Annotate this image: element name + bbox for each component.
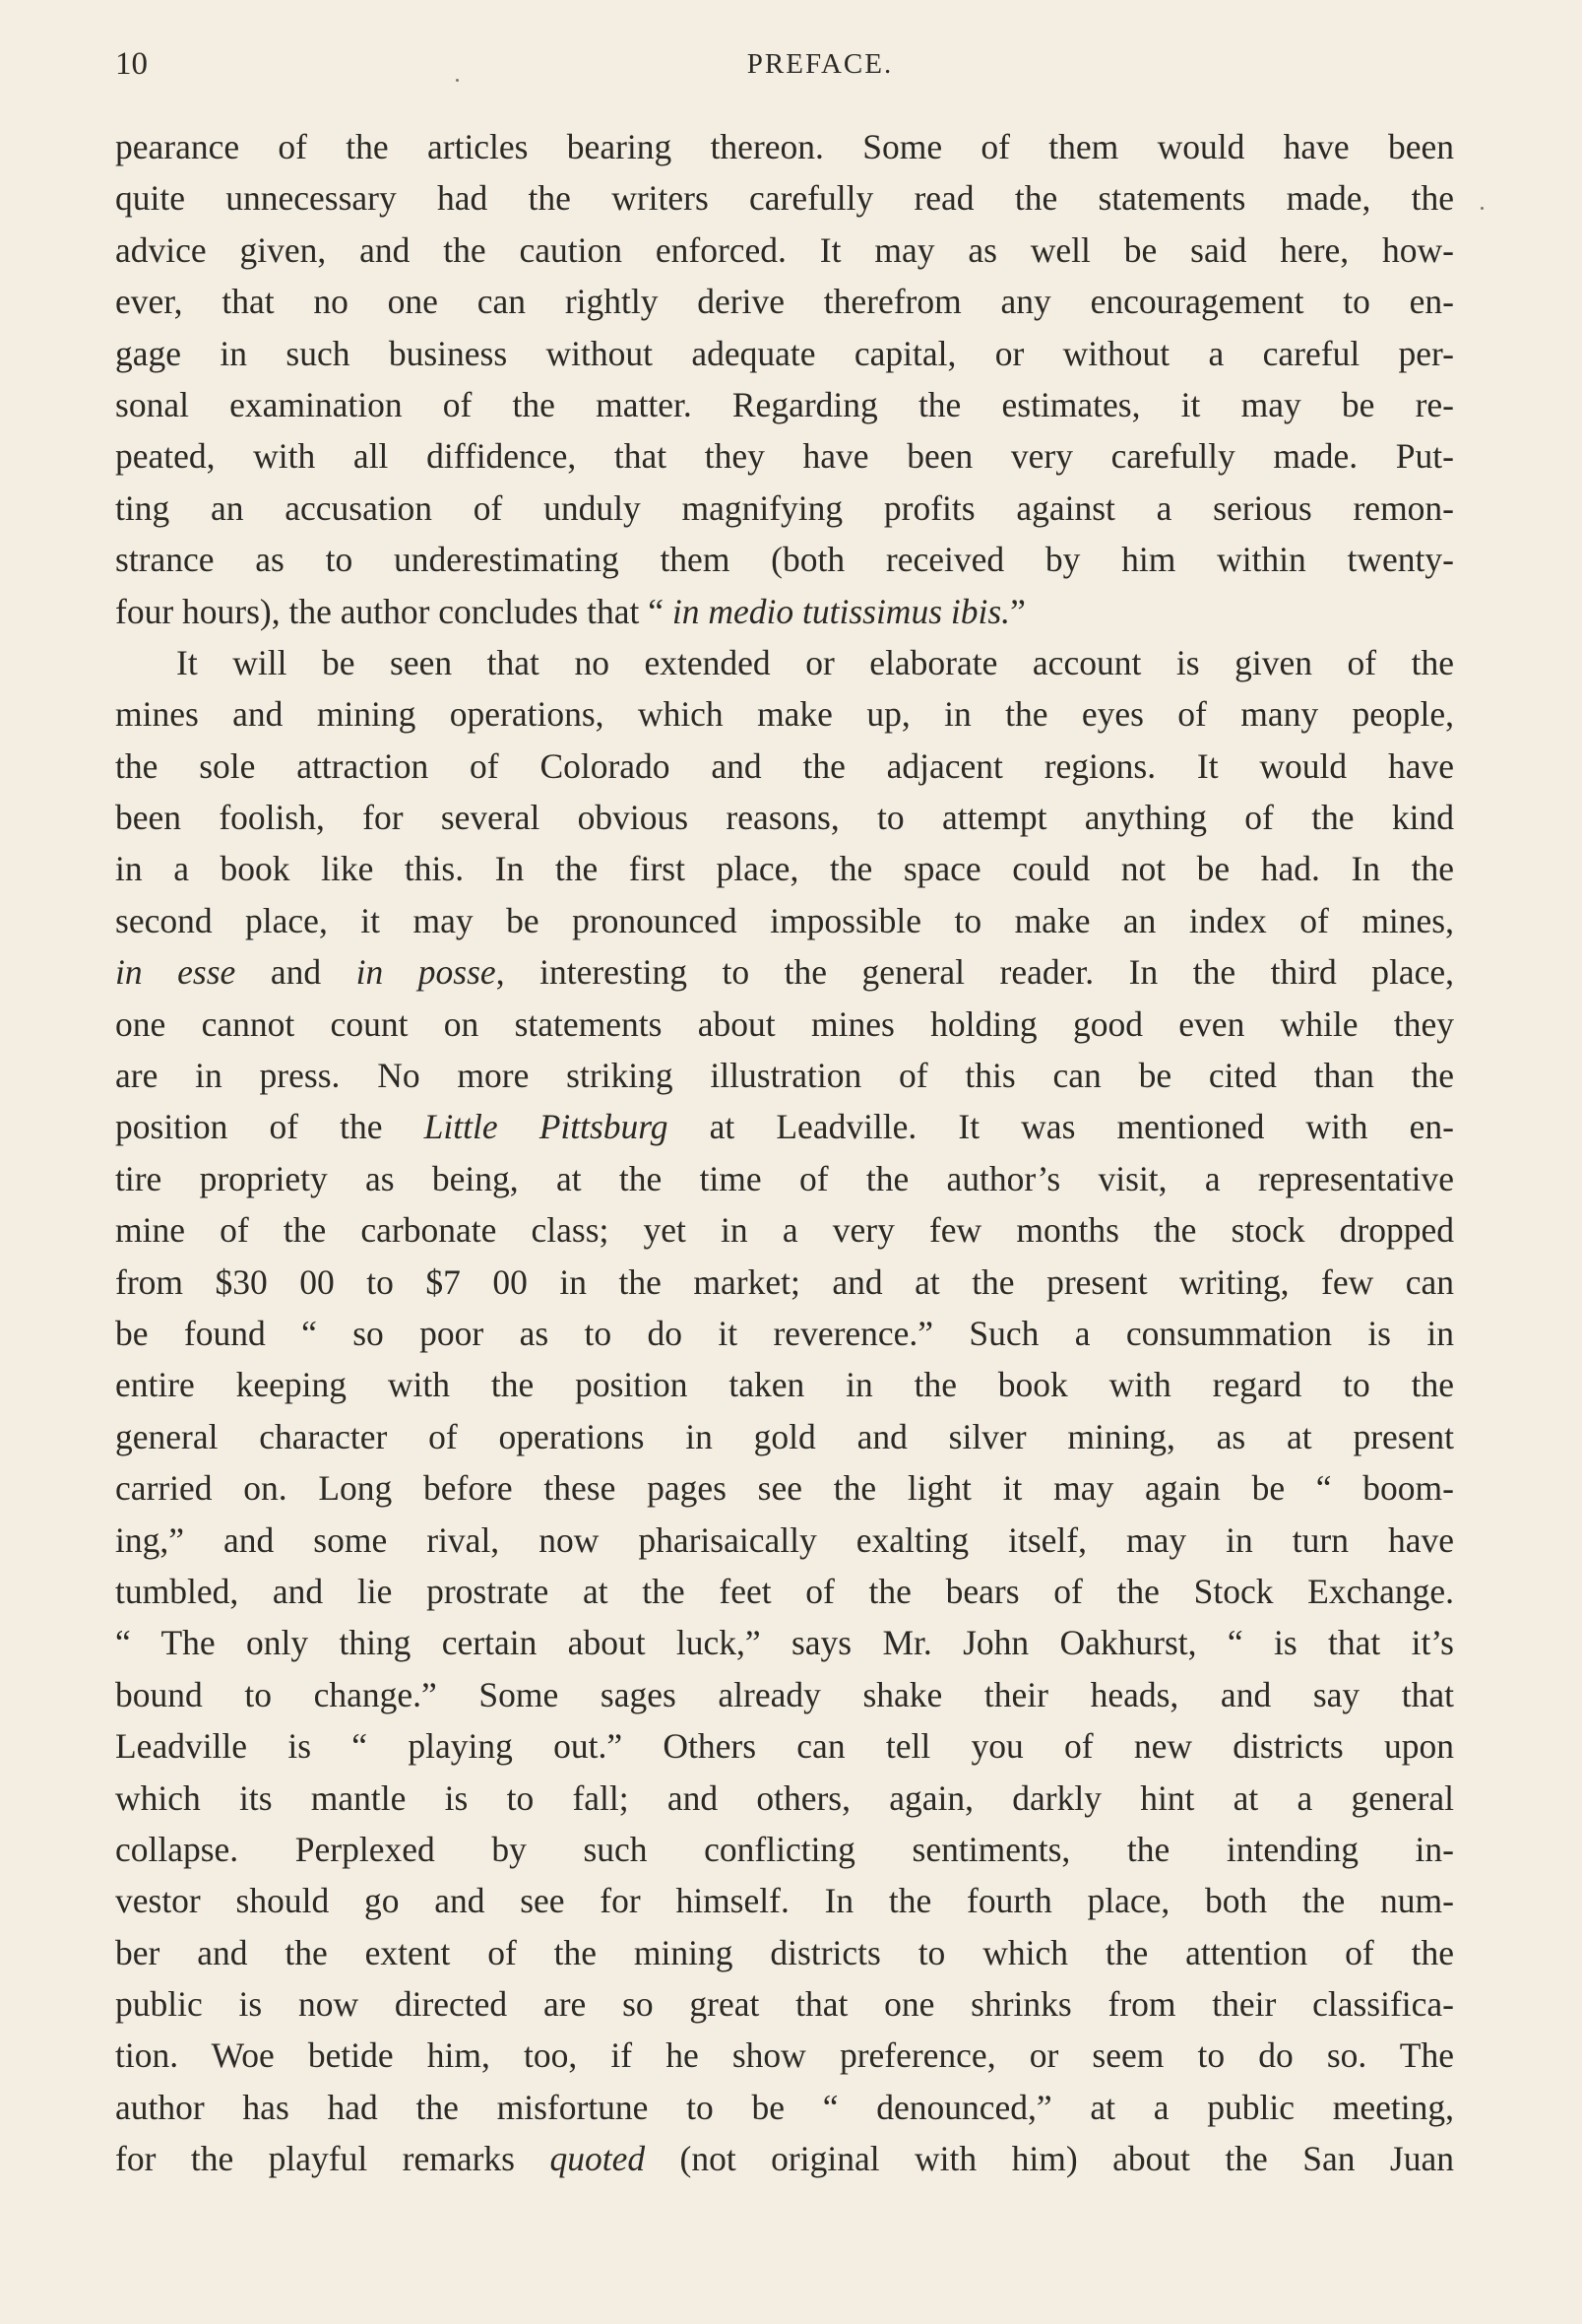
- text-segment: position of the: [115, 1107, 424, 1147]
- body-text: [115, 121, 1454, 2185]
- text-segment: ever, that no one can rightly derive therefrom any encouragement to en-: [115, 282, 1454, 322]
- text-segment: peated, with all diffidence, that they have been very carefully made. Put-: [115, 436, 1454, 477]
- text-line: [115, 1824, 1454, 1875]
- text-segment: sonal examination of the matter. Regarding the estimates, it may be re-: [115, 384, 1454, 424]
- text-segment: gage in such business without adequate capital, or without a careful per-: [115, 333, 1454, 373]
- text-line: [115, 1875, 1454, 1926]
- text-segment: “ The only thing certain about luck,” says Mr. John Oakhurst, “ is that it’s: [115, 1623, 1454, 1663]
- text-segment: ting an accusation of unduly magnifying profits against a serious remon-: [115, 487, 1454, 528]
- text-segment: (not original with him) about the San Juan: [645, 2139, 1454, 2179]
- text-line: [115, 1050, 1454, 1101]
- section-title: PREFACE.: [746, 48, 894, 80]
- text-segment: one cannot count on statements about mines holding good even while they: [115, 1003, 1454, 1044]
- text-segment: the sole attraction of Colorado and the adjacent regions. It would have: [115, 745, 1454, 786]
- text-segment: tumbled, and lie prostrate at the feet of the bears of the Stock Exchange.: [115, 1571, 1454, 1611]
- italic-text: in esse: [115, 952, 236, 993]
- text-segment: bound to change.” Some sages already shake their heads, and say that: [115, 1674, 1454, 1714]
- text-segment: mines and mining operations, which make up, in the eyes of many people,: [115, 694, 1454, 735]
- print-speck: [456, 79, 459, 82]
- italic-text: in medio tutissimus ibis.: [671, 591, 1011, 631]
- text-line: [115, 637, 1454, 688]
- text-line: [115, 379, 1454, 430]
- text-line: [115, 534, 1454, 585]
- text-segment: mine of the carbonate class; yet in a very few months the stock dropped: [115, 1210, 1454, 1251]
- text-line: [115, 688, 1454, 740]
- text-segment: entire keeping with the position taken in the book with regard to the: [115, 1365, 1454, 1405]
- text-line: [115, 1101, 1454, 1152]
- text-line: [115, 483, 1454, 534]
- text-line: [115, 430, 1454, 482]
- text-segment: from $30 00 to $7 00 in the market; and at the present writing, few can: [115, 1261, 1454, 1302]
- text-segment: strance as to underestimating them (both received by him within twenty-: [115, 540, 1454, 580]
- text-segment: carried on. Long before these pages see the light it may again be “ boom-: [115, 1468, 1454, 1509]
- text-line: [115, 1153, 1454, 1204]
- text-segment: collapse. Perplexed by such conflicting sentiments, the intending in-: [115, 1829, 1454, 1869]
- text-line: [115, 276, 1454, 327]
- text-line: [115, 1257, 1454, 1308]
- text-line: [115, 1515, 1454, 1566]
- italic-text: quoted: [549, 2139, 646, 2179]
- text-segment: are in press. No more striking illustration of this can be cited than the: [115, 1056, 1454, 1096]
- text-line: [115, 2030, 1454, 2081]
- text-line: [115, 2082, 1454, 2133]
- text-segment: which its mantle is to fall; and others, again, darkly hint at a general: [115, 1777, 1454, 1818]
- text-line: [115, 1669, 1454, 1720]
- text-line: [115, 121, 1454, 172]
- text-line: [115, 1411, 1454, 1462]
- text-line: [115, 328, 1454, 379]
- text-segment: ”: [1010, 591, 1026, 631]
- text-segment: four hours), the author concludes that “: [115, 591, 672, 631]
- text-line: [115, 2133, 1454, 2184]
- text-segment: vestor should go and see for himself. In the fourth place, both the num-: [115, 1881, 1454, 1921]
- text-line: [115, 1462, 1454, 1514]
- text-line: [115, 946, 1454, 998]
- text-line: [115, 1308, 1454, 1359]
- text-line: [115, 999, 1454, 1050]
- text-line: [115, 225, 1454, 276]
- text-line: [115, 1617, 1454, 1668]
- text-segment: ing,” and some rival, now pharisaically exalting itself, may in turn have: [115, 1519, 1454, 1560]
- text-segment: public is now directed are so great that one shrinks from their classifica-: [115, 1984, 1454, 2025]
- text-line: [115, 1927, 1454, 1978]
- text-line: [115, 172, 1454, 224]
- text-line: [115, 1978, 1454, 2030]
- text-segment: Leadville is “ playing out.” Others can tell you of new districts upon: [115, 1726, 1454, 1767]
- text-segment: at Leadville. It was mentioned with en-: [667, 1107, 1454, 1147]
- running-head: [115, 39, 1454, 89]
- text-segment: been foolish, for several obvious reasons, to attempt anything of the kind: [115, 798, 1454, 838]
- italic-text: in posse: [355, 952, 496, 993]
- text-segment: general character of operations in gold and silver mining, as at present: [115, 1416, 1454, 1456]
- text-segment: second place, it may be pronounced impossible to make an index of mines,: [115, 900, 1454, 940]
- text-line: [115, 586, 1454, 637]
- text-line: [115, 741, 1454, 792]
- text-line: [115, 1720, 1454, 1772]
- text-segment: quite unnecessary had the writers carefully read the statements made, the: [115, 178, 1454, 219]
- text-line: [115, 1204, 1454, 1256]
- text-segment: for the playful remarks: [115, 2139, 550, 2179]
- text-segment: author has had the misfortune to be “ denounced,” at a public meeting,: [115, 2087, 1454, 2127]
- print-speck: [1481, 207, 1484, 210]
- text-line: [115, 792, 1454, 843]
- text-line: [115, 1773, 1454, 1824]
- text-line: [115, 1359, 1454, 1410]
- text-segment: advice given, and the caution enforced. It may as well be said here, how-: [115, 229, 1454, 270]
- text-segment: tire propriety as being, at the time of the author’s visit, a representative: [115, 1158, 1454, 1198]
- text-line: [115, 1566, 1454, 1617]
- text-segment: in a book like this. In the first place, the space could not be had. In the: [115, 849, 1454, 889]
- text-segment: pearance of the articles bearing thereon. Some of them would have been: [115, 127, 1454, 166]
- text-segment: and: [235, 952, 356, 993]
- text-segment: ber and the extent of the mining districts to which the attention of the: [115, 1932, 1454, 1972]
- text-line: [115, 895, 1454, 946]
- italic-text: Little Pittsburg: [423, 1107, 668, 1147]
- text-segment: tion. Woe betide him, too, if he show preference, or seem to do so. The: [115, 2035, 1454, 2076]
- text-line: [115, 843, 1454, 894]
- text-segment: , interesting to the general reader. In the third place,: [495, 952, 1455, 993]
- page-number: 10: [115, 46, 148, 82]
- text-segment: It will be seen that no extended or elaborate account is given of the: [176, 642, 1454, 682]
- text-segment: be found “ so poor as to do it reverence.” Such a consummation is in: [115, 1313, 1454, 1353]
